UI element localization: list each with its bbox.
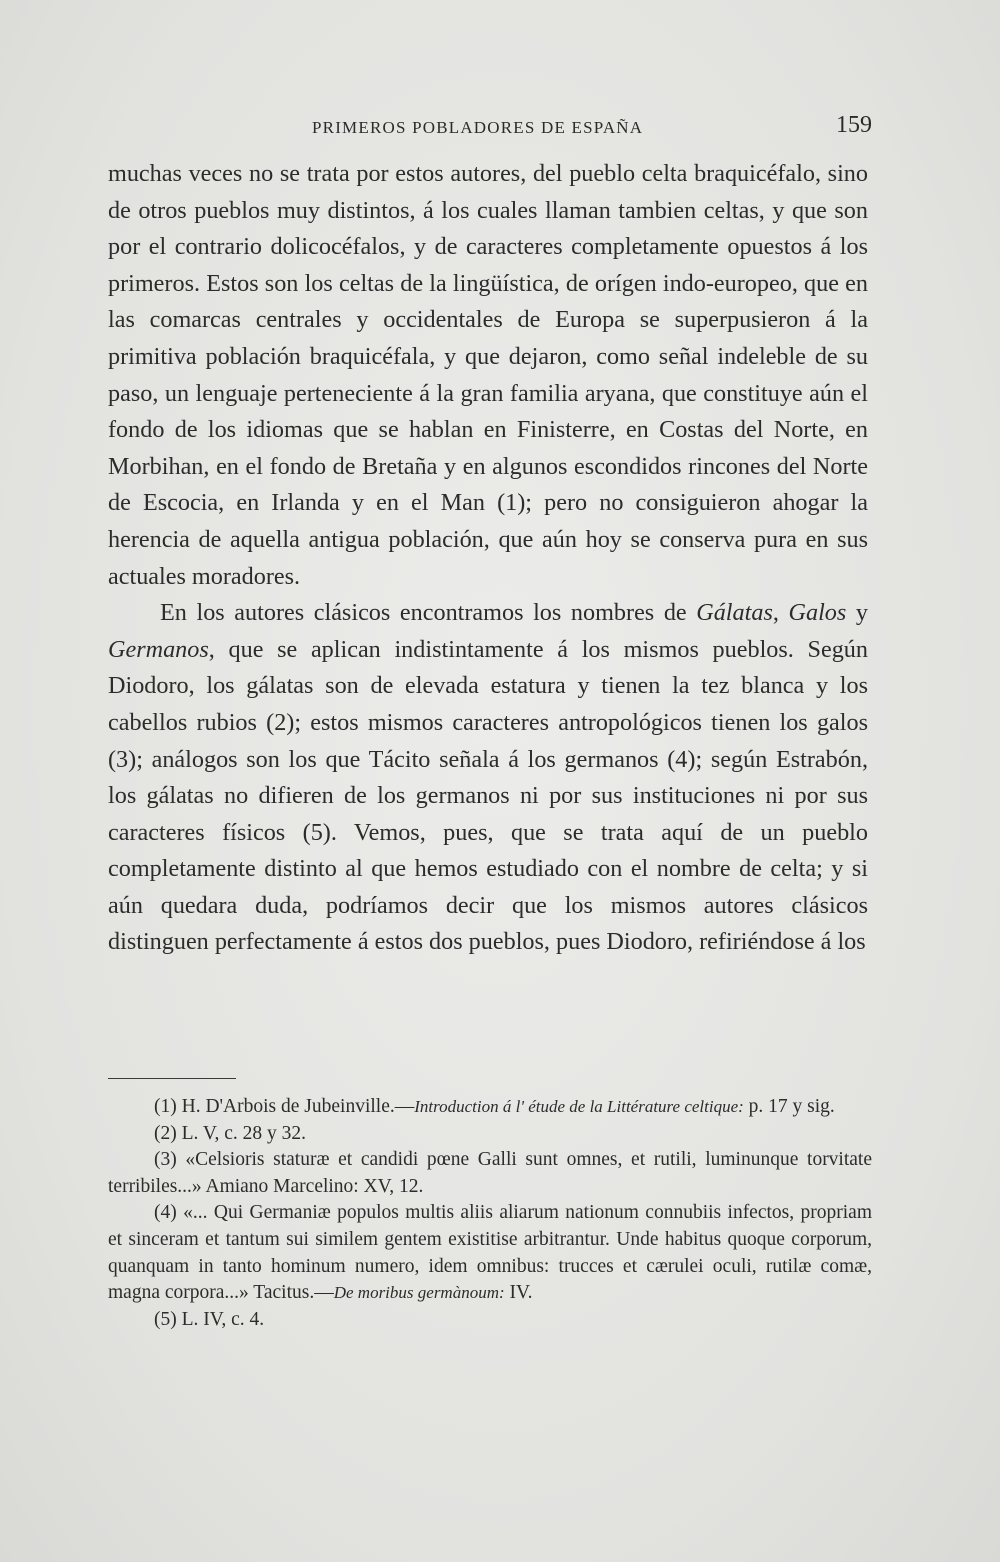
term-germanos: Germanos bbox=[108, 635, 209, 663]
paragraph-2 bbox=[108, 595, 868, 961]
footnote-2: (2) L. V, c. 28 y 32. bbox=[154, 1122, 307, 1144]
footnote-5: (5) L. IV, c. 4. bbox=[154, 1308, 265, 1330]
paragraph-2-text-b: , bbox=[772, 599, 789, 627]
footnote-4-text-b: IV. bbox=[504, 1282, 533, 1304]
main-text bbox=[108, 156, 868, 961]
paragraph-2-text-d: , que se aplican indistintamente á los mismos pueblos. Según Diodoro, los gálatas son de elevada estatura y tienen la tez blanca y los cabellos rubios (2); estos mismos caracteres antropológicos tienen los galos (3); análogos son los que Tácito señala á los germanos (4); según Estrabón, los gálatas no difieren de los germanos ni por sus instituciones ni por sus caracteres físicos (5). Vemos, pues, que se trata aquí de un pueblo completamente distinto al que hemos estudiado con el nombre de celta; y si aún quedara duda, podríamos decir que los mismos autores clásicos distinguen perfectamente á estos dos pueblos, pues Diodoro, refiriéndose á los bbox=[108, 635, 868, 956]
footnote-4 bbox=[108, 1200, 872, 1306]
term-galos: Galos bbox=[788, 599, 847, 627]
footnote-separator bbox=[108, 1078, 236, 1079]
paragraph-2-text-c: y bbox=[846, 599, 869, 627]
footnote-3: (3) «Celsioris staturæ et candidi pœne Galli sunt omnes, et rutili, luminunque torvitate terribiles...» Amiano Marcelino: XV, 12. bbox=[108, 1149, 872, 1197]
footnote-1-title: Introduction á l' étude de la Littérature celtique: bbox=[414, 1097, 744, 1116]
footnote-1 bbox=[108, 1094, 872, 1121]
footnote-4-text-a: (4) «... Qui Germaniæ populos multis aliis aliarum nationum connubiis infectos, propriam et sinceram et tantum sui similem gentem existitise arbitrantur. Unde habitus quoque corporum, quanquam in tanto hominum numero, idem omnibus: trucces et cærulei oculi, rutilæ comæ, magna corpora...» Tacitus.— bbox=[108, 1202, 872, 1304]
footnote-1-text-a: (1) H. D'Arbois de Jubeinville.— bbox=[154, 1096, 415, 1117]
paragraph-1: muchas veces no se trata por estos autores, del pueblo celta braquicéfalo, sino de otros pueblos muy distintos, á los cuales llaman tambien celtas, y que son por el contrario dolicocéfalos, y de caracteres completamente opuestos á los primeros. Estos son los celtas de la lingüística, de orígen indo-europeo, que en las comarcas centrales y occidentales de Europa se superpusieron á la primitiva población braquicéfala, y que dejaron, como señal indeleble de su paso, un lenguaje perteneciente á la gran familia aryana, que constituye aún el fondo de los idiomas que se hablan en Finisterre, en Costas del Norte, en Morbihan, en el fondo de Bretaña y en algunos escondidos rincones del Norte de Escocia, en Irlanda y en el Man (1); pero no consiguieron ahogar la herencia de aquella antigua población, que aún hoy se conserva pura en sus actuales moradores. bbox=[108, 160, 868, 590]
paragraph-2-text-a: En los autores clásicos encontramos los nombres de bbox=[160, 599, 697, 627]
footnote-4-title: De moribus germànoum: bbox=[333, 1283, 505, 1303]
running-head: PRIMEROS POBLADORES DE ESPAÑA bbox=[312, 118, 644, 137]
page-number: 159 bbox=[836, 112, 872, 138]
term-galatas: Gálatas bbox=[696, 599, 773, 627]
footnote-1-text-b: p. 17 y sig. bbox=[743, 1096, 835, 1117]
footnotes bbox=[108, 1094, 872, 1333]
page-header bbox=[312, 112, 878, 142]
